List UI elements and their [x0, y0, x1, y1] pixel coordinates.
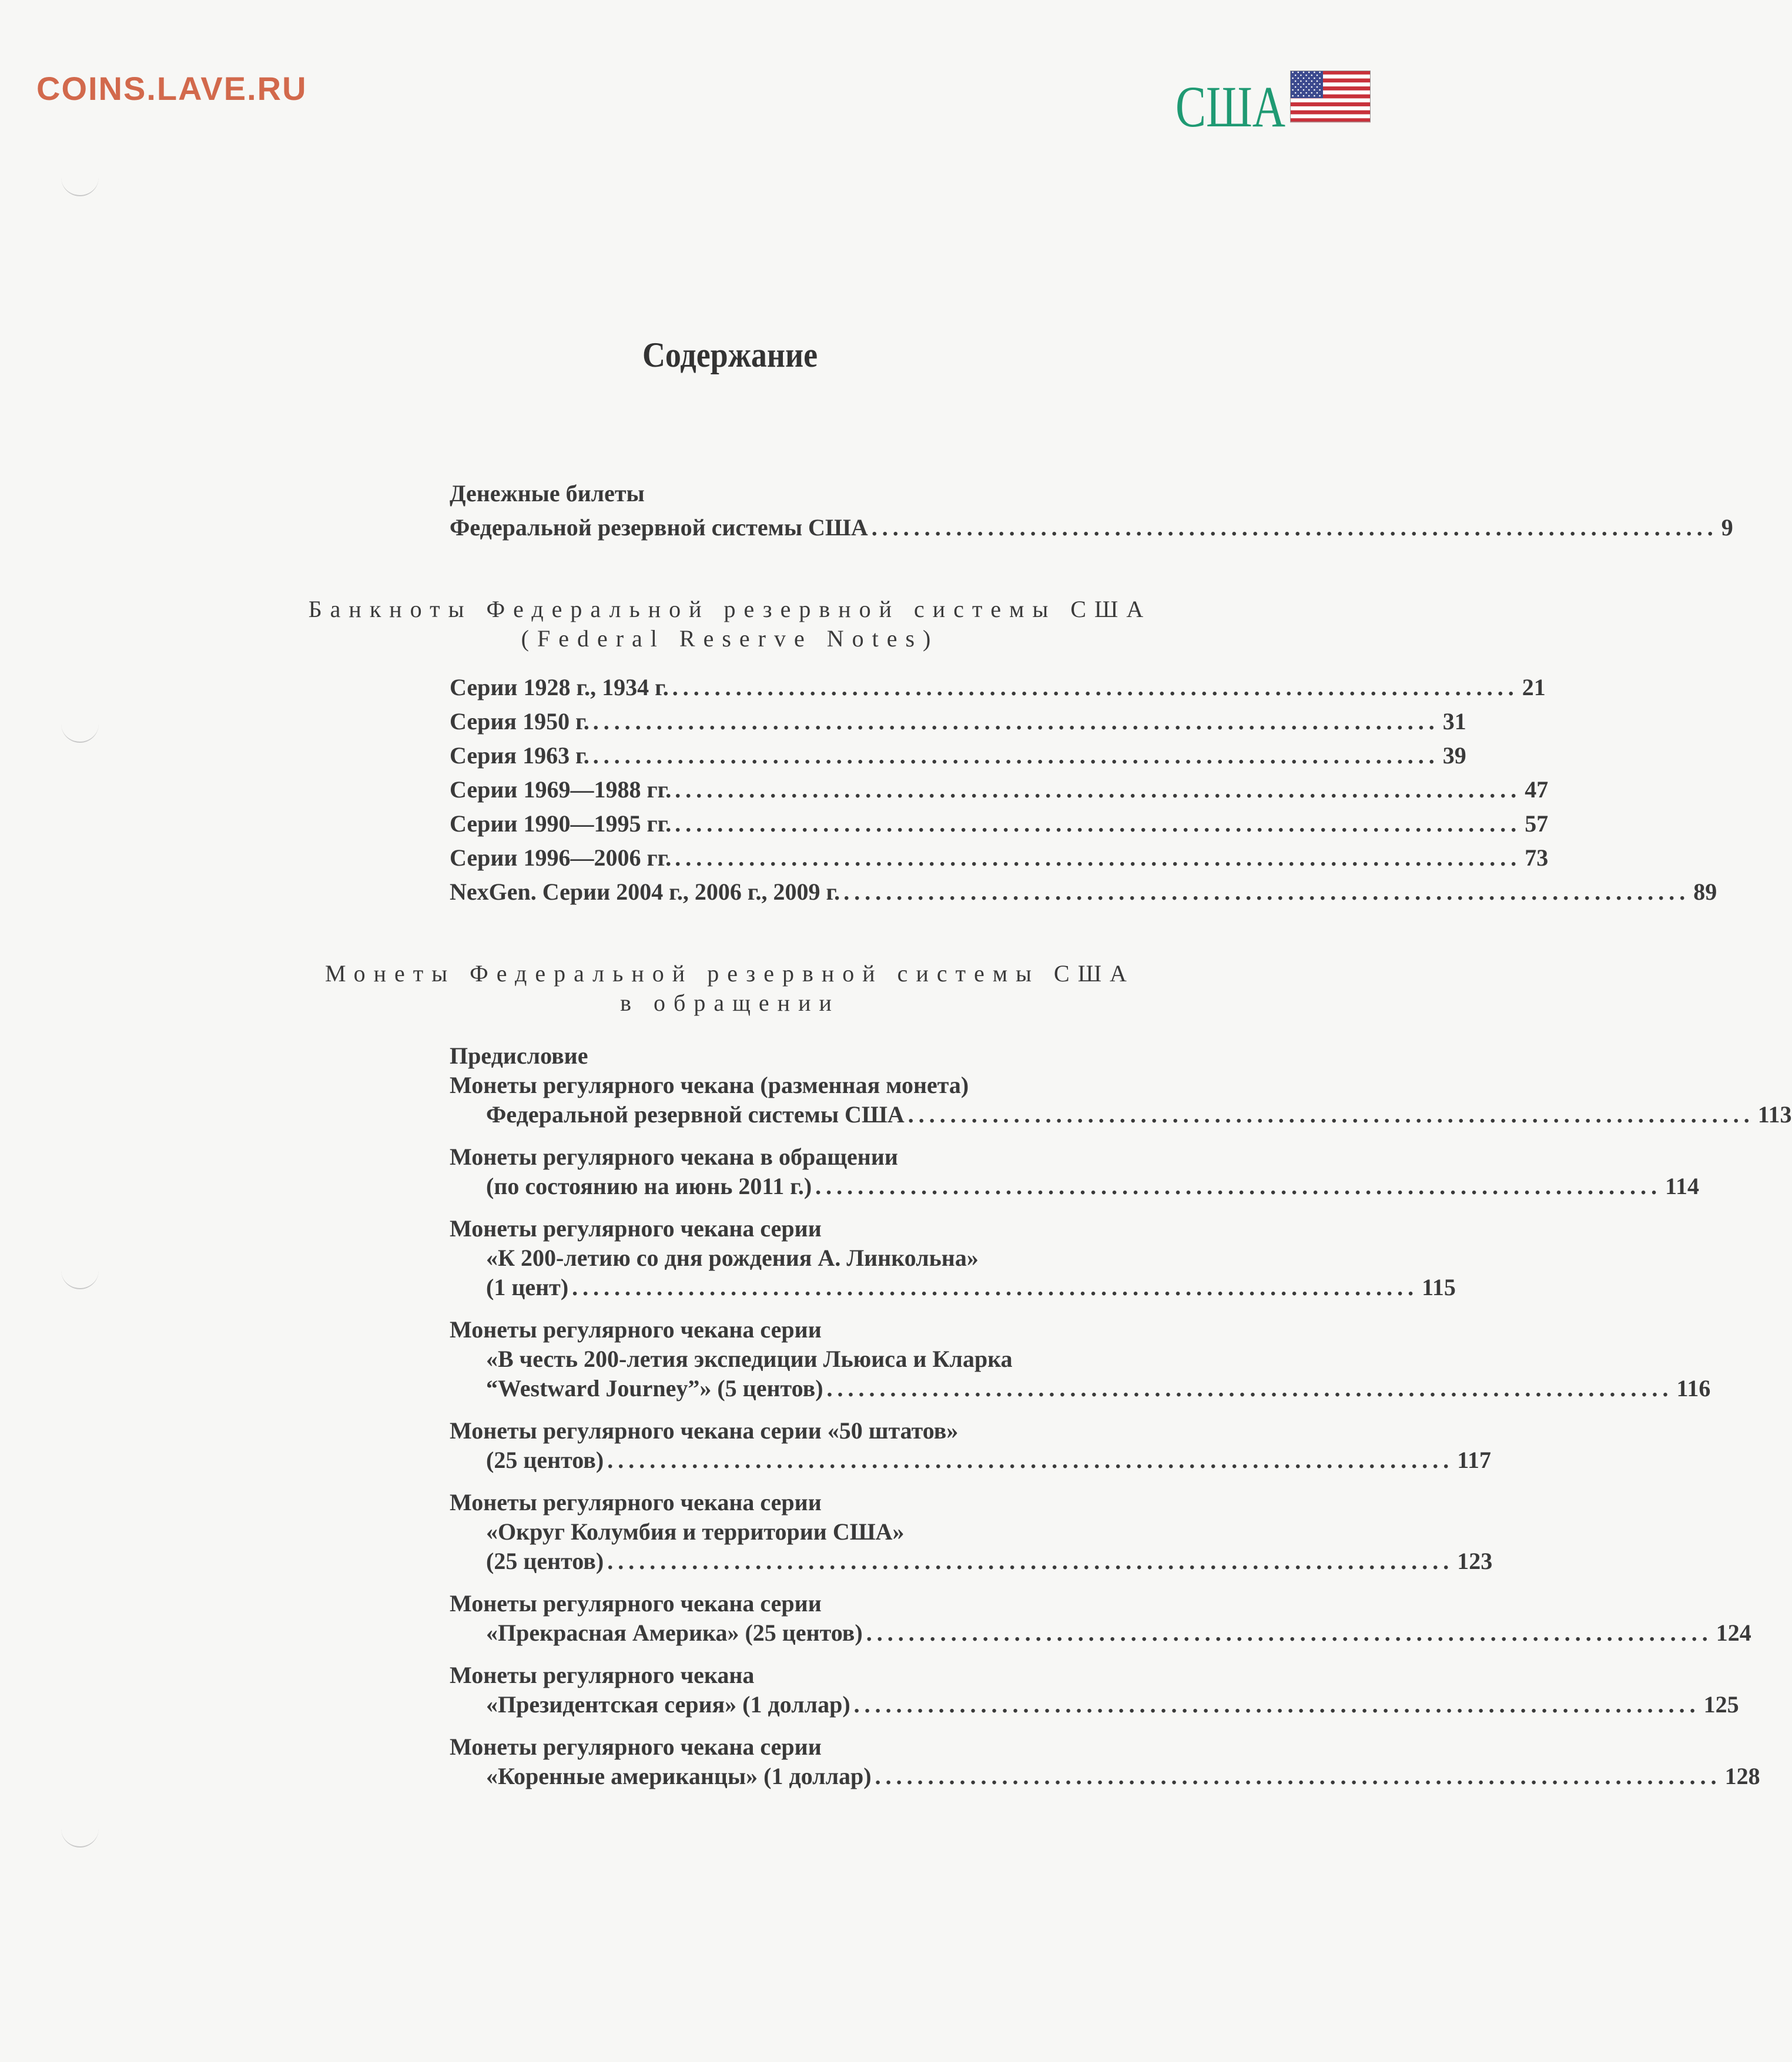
- section-heading-coins: [0, 959, 1460, 1018]
- toc-row: [450, 877, 1717, 907]
- toc-entry-text: (1 цент): [486, 1274, 569, 1300]
- toc-row: [450, 1142, 1049, 1172]
- toc-page-number: 124: [1716, 1620, 1751, 1646]
- toc-entry-text: «В честь 200-летия экспедиции Льюиса и Кларка: [486, 1346, 1013, 1372]
- dot-leader: ................................................................................: [875, 1763, 1721, 1789]
- toc-page-number: 47: [1525, 776, 1549, 803]
- section-heading-line: Банкноты Федеральной резервной системы США: [308, 596, 1152, 622]
- toc-row: [450, 1416, 1049, 1446]
- toc-row: [450, 1315, 1049, 1345]
- toc-row: [450, 1273, 1456, 1302]
- toc-row: [450, 1762, 1760, 1791]
- toc-entry-text: Серии 1969—1988 гг.: [450, 776, 672, 803]
- dot-leader: ................................................................................: [871, 514, 1718, 541]
- toc-page-number: 115: [1422, 1274, 1456, 1300]
- toc-page-number: 125: [1703, 1691, 1739, 1718]
- toc-row: [450, 673, 1546, 702]
- toc-row: [450, 1071, 1049, 1100]
- toc-row: [450, 1243, 1049, 1273]
- page-title: Содержание: [642, 336, 818, 374]
- toc-page-number: 123: [1457, 1548, 1493, 1574]
- toc-row: [450, 1100, 1792, 1129]
- toc-entry-text: Монеты регулярного чекана серии: [450, 1316, 822, 1343]
- punch-hole-mark: [61, 1269, 99, 1289]
- dot-leader: ................................................................................: [672, 674, 1519, 700]
- toc-page-number: 57: [1525, 810, 1549, 837]
- dot-leader: ................................................................................: [843, 879, 1690, 905]
- toc-row: [450, 1345, 1049, 1374]
- toc-row: [450, 741, 1466, 770]
- toc-page-number: 21: [1522, 674, 1546, 700]
- toc-row: [450, 1589, 1049, 1618]
- toc-entry-text: «К 200-летию со дня рождения А. Линкольна»: [486, 1245, 979, 1271]
- toc-entry-text: (25 центов): [486, 1548, 604, 1574]
- toc-row: [450, 1732, 1049, 1762]
- toc-row: [450, 1517, 1049, 1547]
- us-flag-icon: [1290, 71, 1371, 122]
- toc-entry-text: “Westward Journey”» (5 центов): [486, 1375, 823, 1402]
- toc-row: [450, 1041, 1049, 1071]
- toc-row: [450, 843, 1549, 873]
- toc-entry-text: (25 центов): [486, 1447, 604, 1473]
- toc-entry-text: Монеты регулярного чекана: [450, 1662, 755, 1688]
- toc-entry-text: Серия 1950 г.: [450, 708, 589, 735]
- dot-leader: ................................................................................: [853, 1691, 1700, 1718]
- toc-entry-text: Монеты регулярного чекана серии: [450, 1590, 822, 1617]
- toc-entry-text: Монеты регулярного чекана серии: [450, 1734, 822, 1760]
- toc-page-number: 117: [1457, 1447, 1492, 1473]
- dot-leader: ................................................................................: [607, 1548, 1454, 1574]
- toc-page-number: 116: [1676, 1375, 1711, 1402]
- toc-row: [450, 1661, 1049, 1690]
- toc-row: [450, 1690, 1739, 1719]
- dot-leader: ................................................................................: [815, 1173, 1662, 1199]
- dot-leader: ................................................................................: [592, 742, 1439, 769]
- toc-page-number: 39: [1442, 742, 1466, 769]
- toc-entry-text: Федеральной резервной системы США: [486, 1101, 905, 1128]
- toc-entry-text: Федеральной резервной системы США: [450, 514, 868, 541]
- toc-row: [450, 1618, 1751, 1648]
- toc-entry-text: (по состоянию на июнь 2011 г.): [486, 1173, 812, 1199]
- toc-page-number: 89: [1693, 879, 1717, 905]
- toc-entry-text: «Прекрасная Америка» (25 центов): [486, 1620, 863, 1646]
- toc-row: [450, 1488, 1049, 1517]
- country-label: США: [1175, 74, 1286, 139]
- dot-leader: ................................................................................: [826, 1375, 1673, 1402]
- toc-row: [450, 1446, 1492, 1475]
- punch-hole-mark: [61, 176, 99, 196]
- section-heading-line: Монеты Федеральной резервной системы США: [325, 960, 1135, 987]
- dot-leader: ................................................................................: [592, 708, 1439, 735]
- toc-page-number: 128: [1724, 1763, 1760, 1789]
- toc-entry-text: Монеты регулярного чекана серии: [450, 1215, 822, 1242]
- toc-page-number: 73: [1525, 844, 1549, 871]
- dot-leader: ................................................................................: [675, 810, 1522, 837]
- punch-hole-mark: [61, 1828, 99, 1848]
- toc-entry-text: Денежные билеты: [450, 480, 645, 507]
- section-heading-line: (Federal Reserve Notes): [521, 625, 939, 652]
- toc-page-number: 9: [1721, 514, 1733, 541]
- section-heading-line: в обращении: [620, 990, 840, 1016]
- toc-page-number: 31: [1442, 708, 1466, 735]
- toc-entry-text: Серия 1963 г.: [450, 742, 589, 769]
- section-heading-notes: [0, 595, 1460, 653]
- toc-entry-text: Серии 1990—1995 гг.: [450, 810, 672, 837]
- toc-row: [450, 707, 1466, 736]
- toc-entry-text: Предисловие: [450, 1042, 588, 1069]
- dot-leader: ................................................................................: [907, 1101, 1754, 1128]
- toc-entry-text: «Округ Колумбия и территории США»: [486, 1518, 905, 1545]
- toc-page-number: 113: [1757, 1101, 1792, 1128]
- dot-leader: ................................................................................: [607, 1447, 1454, 1473]
- toc-entry-text: NexGen. Серии 2004 г., 2006 г., 2009 г.: [450, 879, 840, 905]
- dot-leader: ................................................................................: [866, 1620, 1713, 1646]
- site-watermark: COINS.LAVE.RU: [36, 70, 307, 107]
- toc-row: [450, 775, 1549, 804]
- toc-entry-text: Монеты регулярного чекана в обращении: [450, 1144, 898, 1170]
- toc-row: [450, 1374, 1711, 1403]
- toc-row: [450, 809, 1549, 839]
- toc-row: [450, 1547, 1493, 1576]
- toc-entry-text: Монеты регулярного чекана (разменная монета): [450, 1072, 969, 1098]
- toc-entry-text: «Коренные американцы» (1 доллар): [486, 1763, 872, 1789]
- punch-hole-mark: [61, 723, 99, 743]
- dot-leader: ................................................................................: [675, 844, 1522, 871]
- toc-entry-text: Серии 1996—2006 гг.: [450, 844, 672, 871]
- toc-entry-text: «Президентская серия» (1 доллар): [486, 1691, 850, 1718]
- toc-row: [450, 1172, 1699, 1201]
- toc-entry-text: Серии 1928 г., 1934 г.: [450, 674, 669, 700]
- toc-entry-text: Монеты регулярного чекана серии «50 штатов»: [450, 1417, 959, 1444]
- toc-row: [450, 1214, 1049, 1243]
- toc-entry-text: Монеты регулярного чекана серии: [450, 1489, 822, 1516]
- toc-page-number: 114: [1665, 1173, 1699, 1199]
- dot-leader: ................................................................................: [675, 776, 1522, 803]
- dot-leader: ................................................................................: [572, 1274, 1419, 1300]
